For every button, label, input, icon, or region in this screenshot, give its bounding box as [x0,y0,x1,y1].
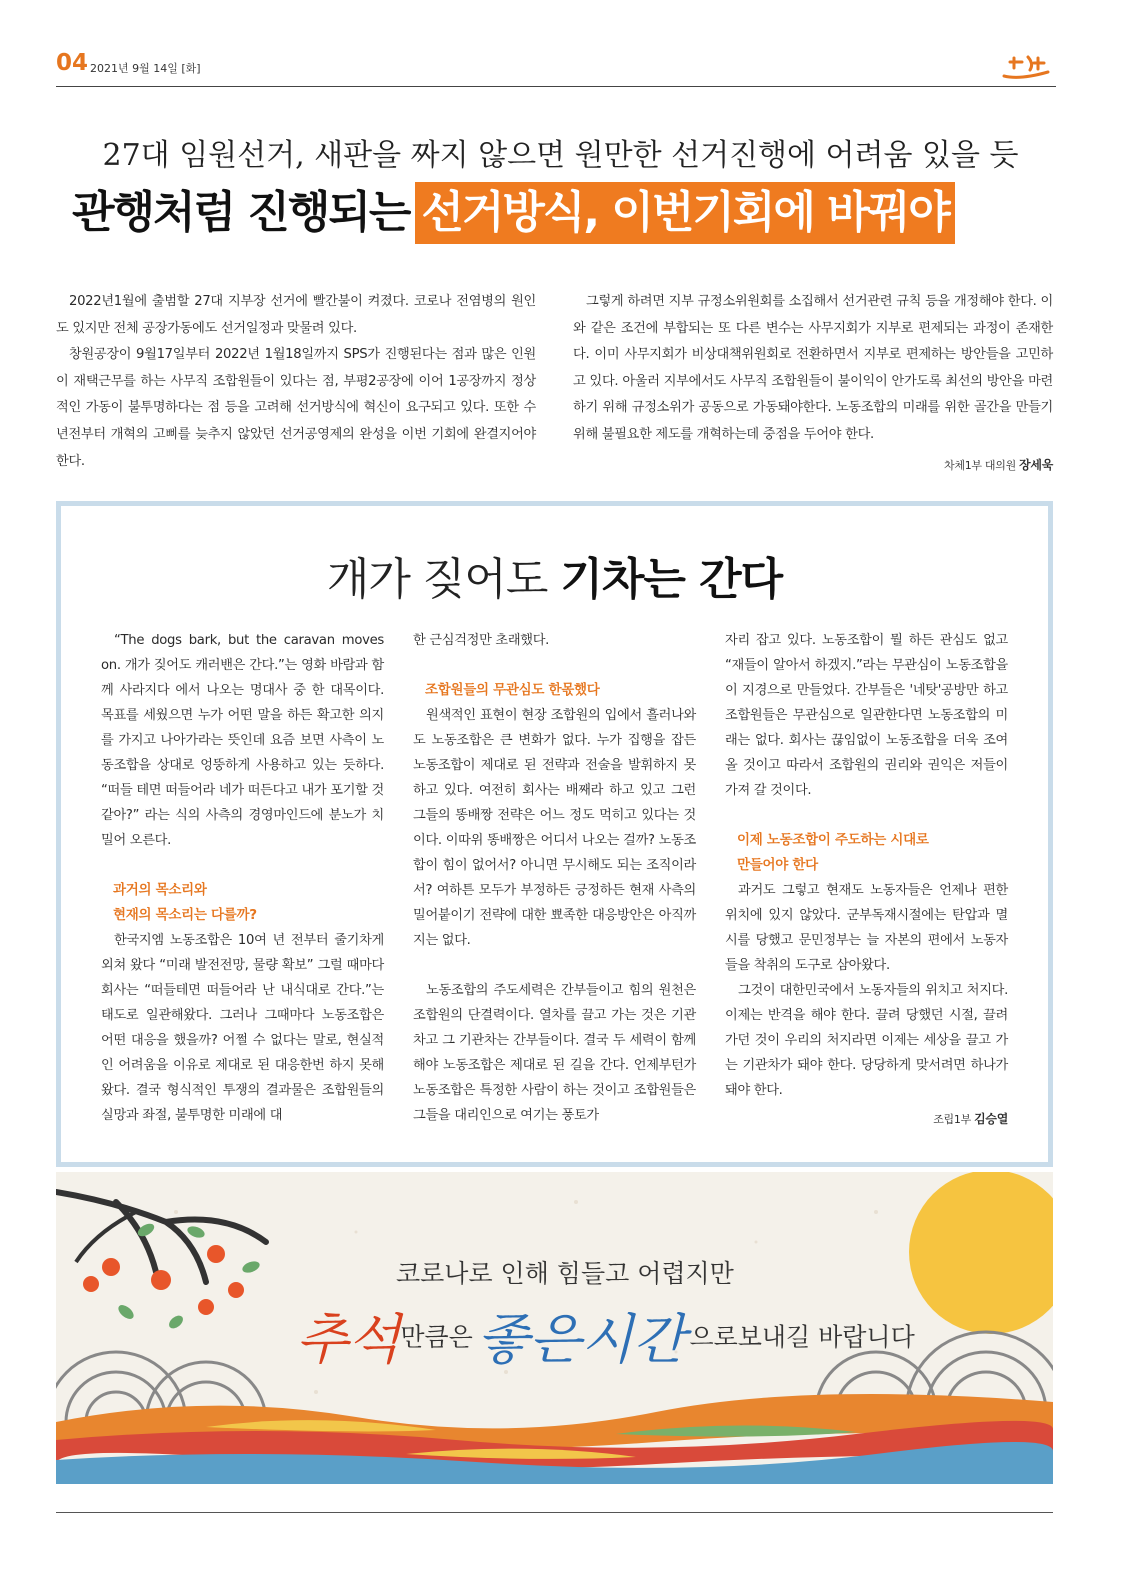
subheading-line: 현재의 목소리는 다를까? [113,907,257,923]
banner-text: 만큼은 [400,1322,473,1352]
column-box [56,501,1053,1167]
title-bold: 기차는 간다 [560,554,783,605]
paragraph: 노동조합의 주도세력은 간부들이고 힘의 원천은 조합원의 단결력이다. 열차를 끌고 가는 것은 기관차고 그 기관차는 간부들이다. 결국 두 세력이 함께해야 노동조합은 제대로 된 길을 간다. 언제부턴가 노동조합은 특정한 사람이 하는 것이고 조합원들은 그들을 대리인으로 여기는 풍토가 [413,983,696,1123]
banner-text: 으로보내길 바랍니다 [689,1322,915,1352]
byline-name: 김승열 [974,1112,1008,1126]
title-plain: 개가 짖어도 [326,554,548,605]
article2-byline [725,1107,1008,1132]
chuseok-banner [56,1172,1053,1484]
article-subheadline: 27대 임원선거, 새판을 짜지 않으면 원만한 선거진행에 어려움 있을 듯 [102,138,1019,173]
subheading [101,878,384,928]
subheading [725,828,1008,878]
banner-message-line1: 코로나로 인해 힘들고 어렵지만 [396,1259,734,1288]
paragraph: 한 근심걱정만 초래했다. [413,633,550,648]
column-title [61,543,1048,607]
article-headline [72,182,955,244]
paragraph: 한국지엠 노동조합은 10여 년 전부터 줄기차게 외쳐 왔다 “미래 발전전망, 물량 확보” 그럴 때마다 회사는 “떠들테면 떠들어라 난 내식대로 간다.”는 태도로 일관해왔다. 그러나 그때마다 노동조합은 어떤 대응을 했을까? 어쩔 수 없다는 말로, 현실적인 어려움을 이유로 제대로 된 대응한번 하지 못해왔다. 결국 형식적인 투쟁의 결과물은 조합원들의 실망과 좌절, 불투명한 미래에 대 [101,933,384,1123]
chuseok-word: 추석 [296,1308,401,1371]
article1-column-2 [573,289,1053,479]
good-time-word: 좋은시간 [476,1308,686,1371]
paragraph: 원색적인 표현이 현장 조합원의 입에서 흘러나와도 노동조합은 큰 변화가 없다. 누가 집행을 잡든 노동조합이 제대로 된 전략과 전술을 발휘하지 못하고 있다. 여전히 회사는 배째라 하고 있고 그런 그들의 똥배짱 전략은 어느 정도 먹히고 있다는 것이다. 이따위 똥배짱은 어디서 나오는 걸까? 노동조합이 힘이 없어서? 아니면 무시해도 되는 조직이라서? 여하튼 모두가 부정하든 긍정하든 현재 사측의 밀어붙이기 전략에 대한 뾰족한 대응방안은 아직까지는 없다. [413,708,696,948]
column-3 [725,628,1008,1132]
subheading-line: 과거의 목소리와 [113,882,207,898]
paragraph: 창원공장이 9월17일부터 2022년 1월18일까지 SPS가 진행된다는 점과 많은 인원이 재택근무를 하는 사무직 조합원들이 있다는 점, 부평2공장에 이어 1공장까지 정상적인 가동이 불투명하다는 점 등을 고려해 선거방식에 혁신이 요구되고 있다. 또한 수년전부터 개혁의 고삐를 늦추지 않았던 선거공영제의 완성을 이번 기회에 완결지어야 한다. [56,347,536,469]
headline-highlight: 선거방식, 이번기회에 바꿔야 [415,182,954,244]
column-1 [101,628,384,1128]
issue-date: 2021년 9월 14일 [화] [90,62,201,75]
article1-column-1 [56,289,536,475]
article1-byline [573,452,1053,480]
paragraph: 그렇게 하려면 지부 규정소위원회를 소집해서 선거관련 규칙 등을 개정해야 한다. 이와 같은 조건에 부합되는 또 다른 변수는 사무지회가 지부로 편제되는 과정이 존재한다. 이미 사무지회가 비상대책위원회로 전환하면서 지부로 편제하는 방안들을 고민하고 있다. 아울러 지부에서도 사무직 조합원들이 불이익이 안가도록 최선의 방안을 마련하기 위해 규정소위가 공동으로 가동돼야한다. 노동조합의 미래를 위한 골간을 만들기 위해 불필요한 제도를 개혁하는데 중점을 두어야 한다. [573,294,1053,442]
paragraph: 2022년1월에 출범할 27대 지부장 선거에 빨간불이 켜졌다. 코로나 전염병의 원인도 있지만 전체 공장가동에도 선거일정과 맞물려 있다. [56,294,536,336]
paragraph: 과거도 그렇고 현재도 노동자들은 언제나 편한 위치에 있지 않았다. 군부독재시절에는 탄압과 멸시를 당했고 문민정부는 늘 자본의 편에서 노동자들을 착취의 도구로 삼아왔다. [725,883,1008,973]
byline-role: 조립1부 [933,1113,971,1126]
subheading: 조합원들의 무관심도 한몫했다 [425,682,600,698]
paragraph: “The dogs bark, but the caravan moves on. 개가 짖어도 캐러밴은 간다.”는 영화 바람과 함께 사라지다 에서 나오는 명대사 중 한 대목이다. 목표를 세웠으면 누가 어떤 말을 하든 확고한 의지를 가지고 나아가라는 뜻인데 요즘 보면 사측이 노동조합을 상대로 엉뚱하게 사용하고 있는 듯하다. “떠들 테면 떠들어라 네가 떠든다고 내가 포기할 것 같아?” 라는 식의 사측의 경영마인드에 분노가 치밀어 오른다. [101,633,384,848]
banner-message-line2 [296,1297,915,1374]
headline-plain: 관행처럼 진행되는 [72,187,410,238]
page-header [56,48,1056,87]
byline-name: 장세욱 [1019,457,1053,472]
subheading-line: 이제 노동조합이 주도하는 시대로 [737,832,929,848]
byline-role: 차체1부 대의원 [944,458,1016,472]
newspaper-logo [1000,54,1052,82]
paragraph: 자리 잡고 있다. 노동조합이 뭘 하든 관심도 없고 “재들이 알아서 하겠지.”라는 무관심이 노동조합을 이 지경으로 만들었다. 간부들은 '네탓'공방만 하고 조합원들은 무관심으로 일관한다면 노동조합의 미래는 없다. 회사는 끊임없이 노동조합을 더욱 조여 올 것이고 따라서 조합원의 권리와 권익은 저들이 가져 갈 것이다. [725,633,1008,798]
paragraph-gap [413,953,696,978]
paragraph: 그것이 대한민국에서 노동자들의 위치고 처지다. 이제는 반격을 해야 한다. 끌려 당했던 시절, 끌려가던 것이 우리의 처지라면 이제는 세상을 끌고 가는 기관차가 돼야 한다. 당당하게 맞서려면 하나가돼야 한다. [725,983,1008,1098]
footer-divider [56,1512,1053,1513]
page-number: 04 [56,50,89,76]
subheading-line: 만들어야 한다 [737,857,818,873]
column-2 [413,628,696,1128]
